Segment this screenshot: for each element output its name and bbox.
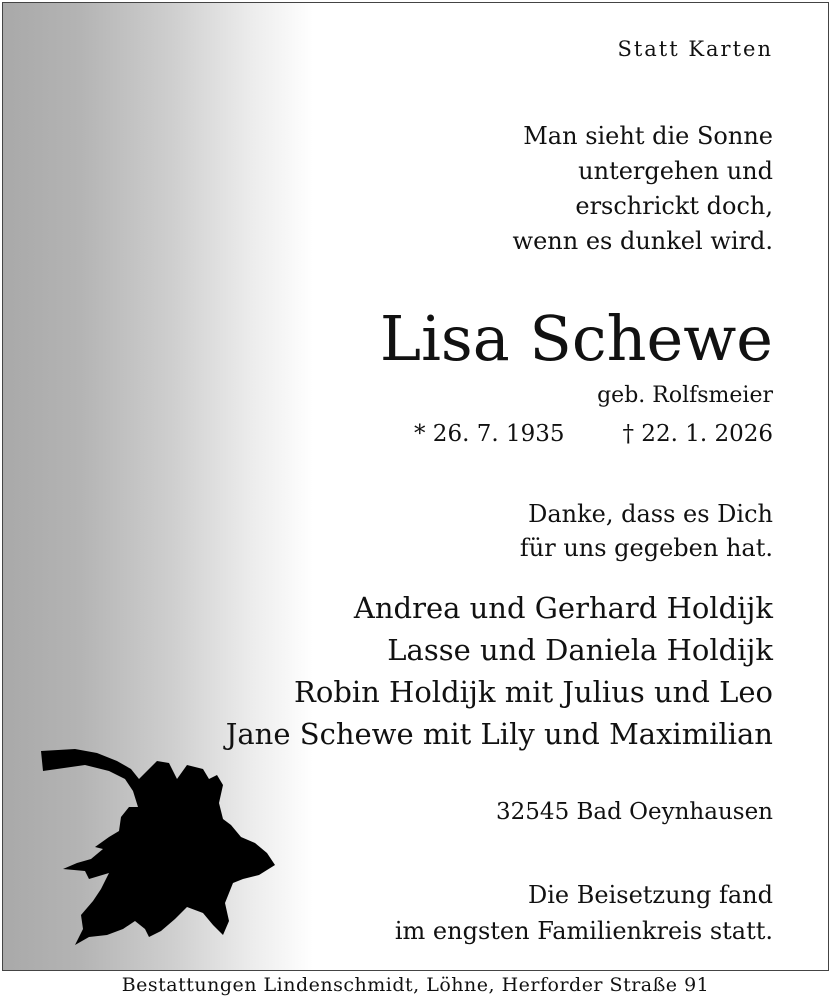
family-member: Robin Holdijk mit Julius und Leo <box>294 675 773 709</box>
thanks-line: Danke, dass es Dich <box>528 500 773 528</box>
poem-line: Man sieht die Sonne <box>523 122 773 150</box>
funeral-home-footer: Bestattungen Lindenschmidt, Löhne, Herforder Straße 91 <box>121 974 710 996</box>
poem-line: untergehen und <box>578 157 773 185</box>
maple-leaf-icon <box>37 743 287 948</box>
death-date: † 22. 1. 2026 <box>622 421 773 447</box>
family-member: Jane Schewe mit Lily und Maximilian <box>225 717 773 751</box>
family-member: Andrea und Gerhard Holdijk <box>353 591 773 625</box>
obituary-notice <box>2 2 829 971</box>
poem-line: wenn es dunkel wird. <box>512 227 773 255</box>
poem <box>513 119 773 259</box>
birth-date: * 26. 7. 1935 <box>414 421 565 447</box>
family-member: Lasse und Daniela Holdijk <box>387 633 773 667</box>
city: 32545 Bad Oeynhausen <box>496 799 773 825</box>
life-dates <box>414 421 773 447</box>
header-statt-karten: Statt Karten <box>617 37 773 61</box>
poem-line: erschrickt doch, <box>575 192 773 220</box>
family-list <box>226 587 773 755</box>
thanks-text <box>520 497 773 565</box>
deceased-name: Lisa Schewe <box>379 302 773 375</box>
burial-note-line: im engsten Familienkreis statt. <box>394 917 773 945</box>
thanks-line: für uns gegeben hat. <box>519 534 773 562</box>
burial-note-line: Die Beisetzung fand <box>528 881 773 909</box>
maiden-name: geb. Rolfsmeier <box>597 383 773 408</box>
burial-note <box>395 877 773 949</box>
